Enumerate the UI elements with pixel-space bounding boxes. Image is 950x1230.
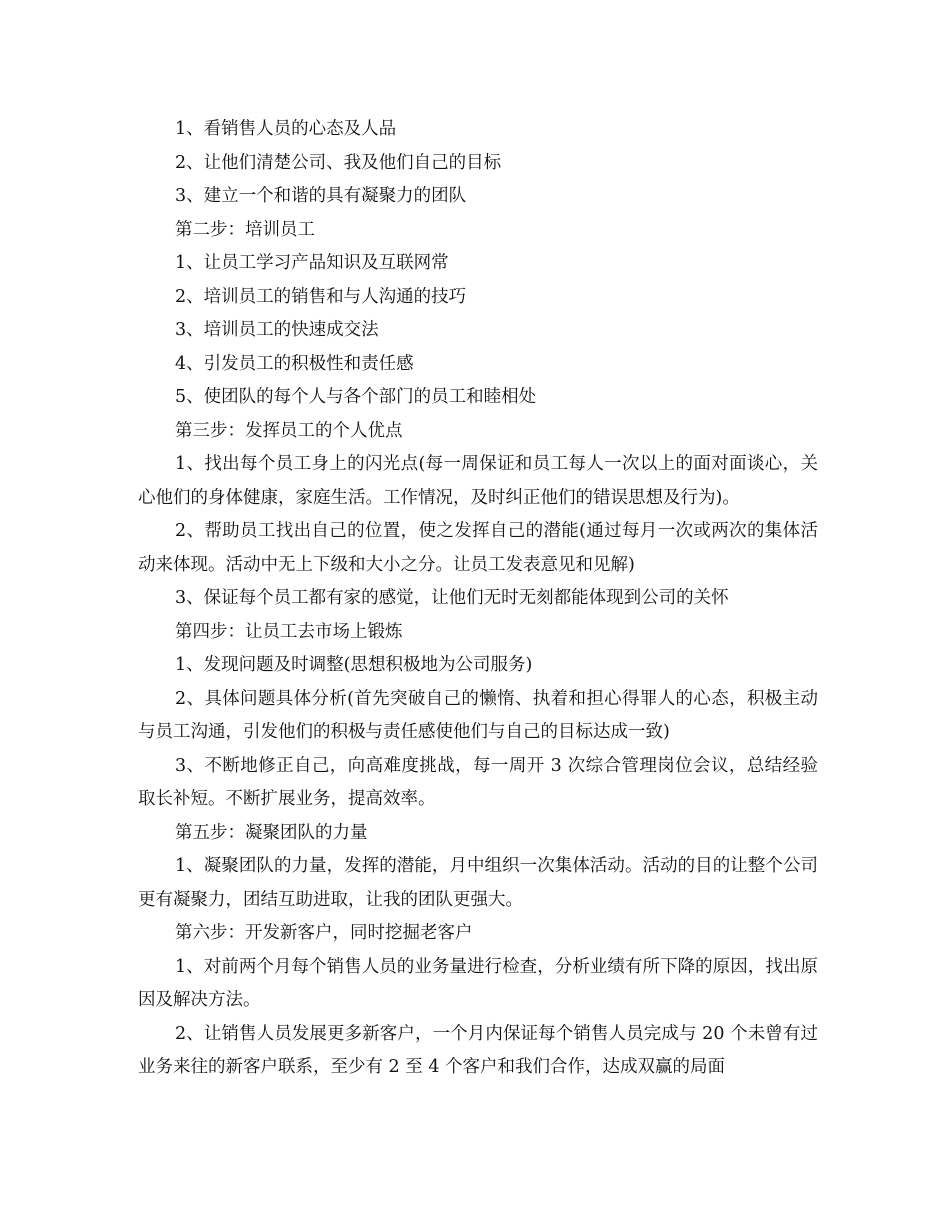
section-heading: 第四步：让员工去市场上锻炼 [175, 621, 403, 642]
list-item: 1、找出每个员工身上的闪光点(每一周保证和员工每人一次以上的面对面谈心，关心他们的身体健康，家庭生活。工作情况，及时纠正他们的错误思想及行为)。 [138, 454, 818, 508]
section-heading: 第三步：发挥员工的个人优点 [175, 420, 403, 441]
list-item: 2、培训员工的销售和与人沟通的技巧 [175, 286, 467, 307]
list-item: 1、让员工学习产品知识及互联网常 [175, 253, 449, 273]
section-heading: 第五步：凝聚团队的力量 [175, 822, 368, 843]
section-heading: 第二步：培训员工 [175, 219, 315, 240]
list-item: 1、凝聚团队的力量，发挥的潜能，月中组织一次集体活动。活动的目的让整个公司更有凝聚力，团结互助进取，让我的团队更强大。 [138, 856, 818, 910]
list-item: 1、对前两个月每个销售人员的业务量进行检查，分析业绩有所下降的原因，找出原因及解决方法。 [138, 956, 818, 1010]
list-item: 2、帮助员工找出自己的位置，使之发挥自己的潜能(通过每月一次或两次的集体活动来体现。活动中无上下级和大小之分。让员工发表意见和见解) [138, 521, 818, 575]
list-item: 3、建立一个和谐的具有凝聚力的团队 [175, 186, 467, 206]
list-item: 3、保证每个员工都有家的感觉，让他们无时无刻都能体现到公司的关怀 [175, 588, 729, 608]
section-heading: 第六步：开发新客户，同时挖掘老客户 [175, 923, 473, 943]
list-item: 3、培训员工的快速成交法 [175, 320, 379, 340]
list-item: 2、具体问题具体分析(首先突破自己的懒惰、执着和担心得罪人的心态，积极主动与员工沟通，引发他们的积极与责任感使他们与自己的目标达成一致) [138, 688, 818, 742]
document-body [138, 113, 818, 1085]
list-item: 4、引发员工的积极性和责任感 [175, 353, 414, 374]
list-item: 2、让他们清楚公司、我及他们自己的目标 [175, 152, 502, 173]
list-item: 1、发现问题及时调整(思想积极地为公司服务) [175, 655, 533, 675]
list-item: 5、使团队的每个人与各个部门的员工和睦相处 [175, 387, 537, 407]
list-item: 3、不断地修正自己，向高难度挑战，每一周开 3 次综合管理岗位会议，总结经验取长补短。不断扩展业务，提高效率。 [138, 755, 818, 809]
list-item: 1、看销售人员的心态及人品 [175, 119, 397, 139]
list-item: 2、让销售人员发展更多新客户，一个月内保证每个销售人员完成与 20 个未曾有过业务来往的新客户联系，至少有 2 至 4 个客户和我们合作，达成双赢的局面 [138, 1023, 818, 1077]
